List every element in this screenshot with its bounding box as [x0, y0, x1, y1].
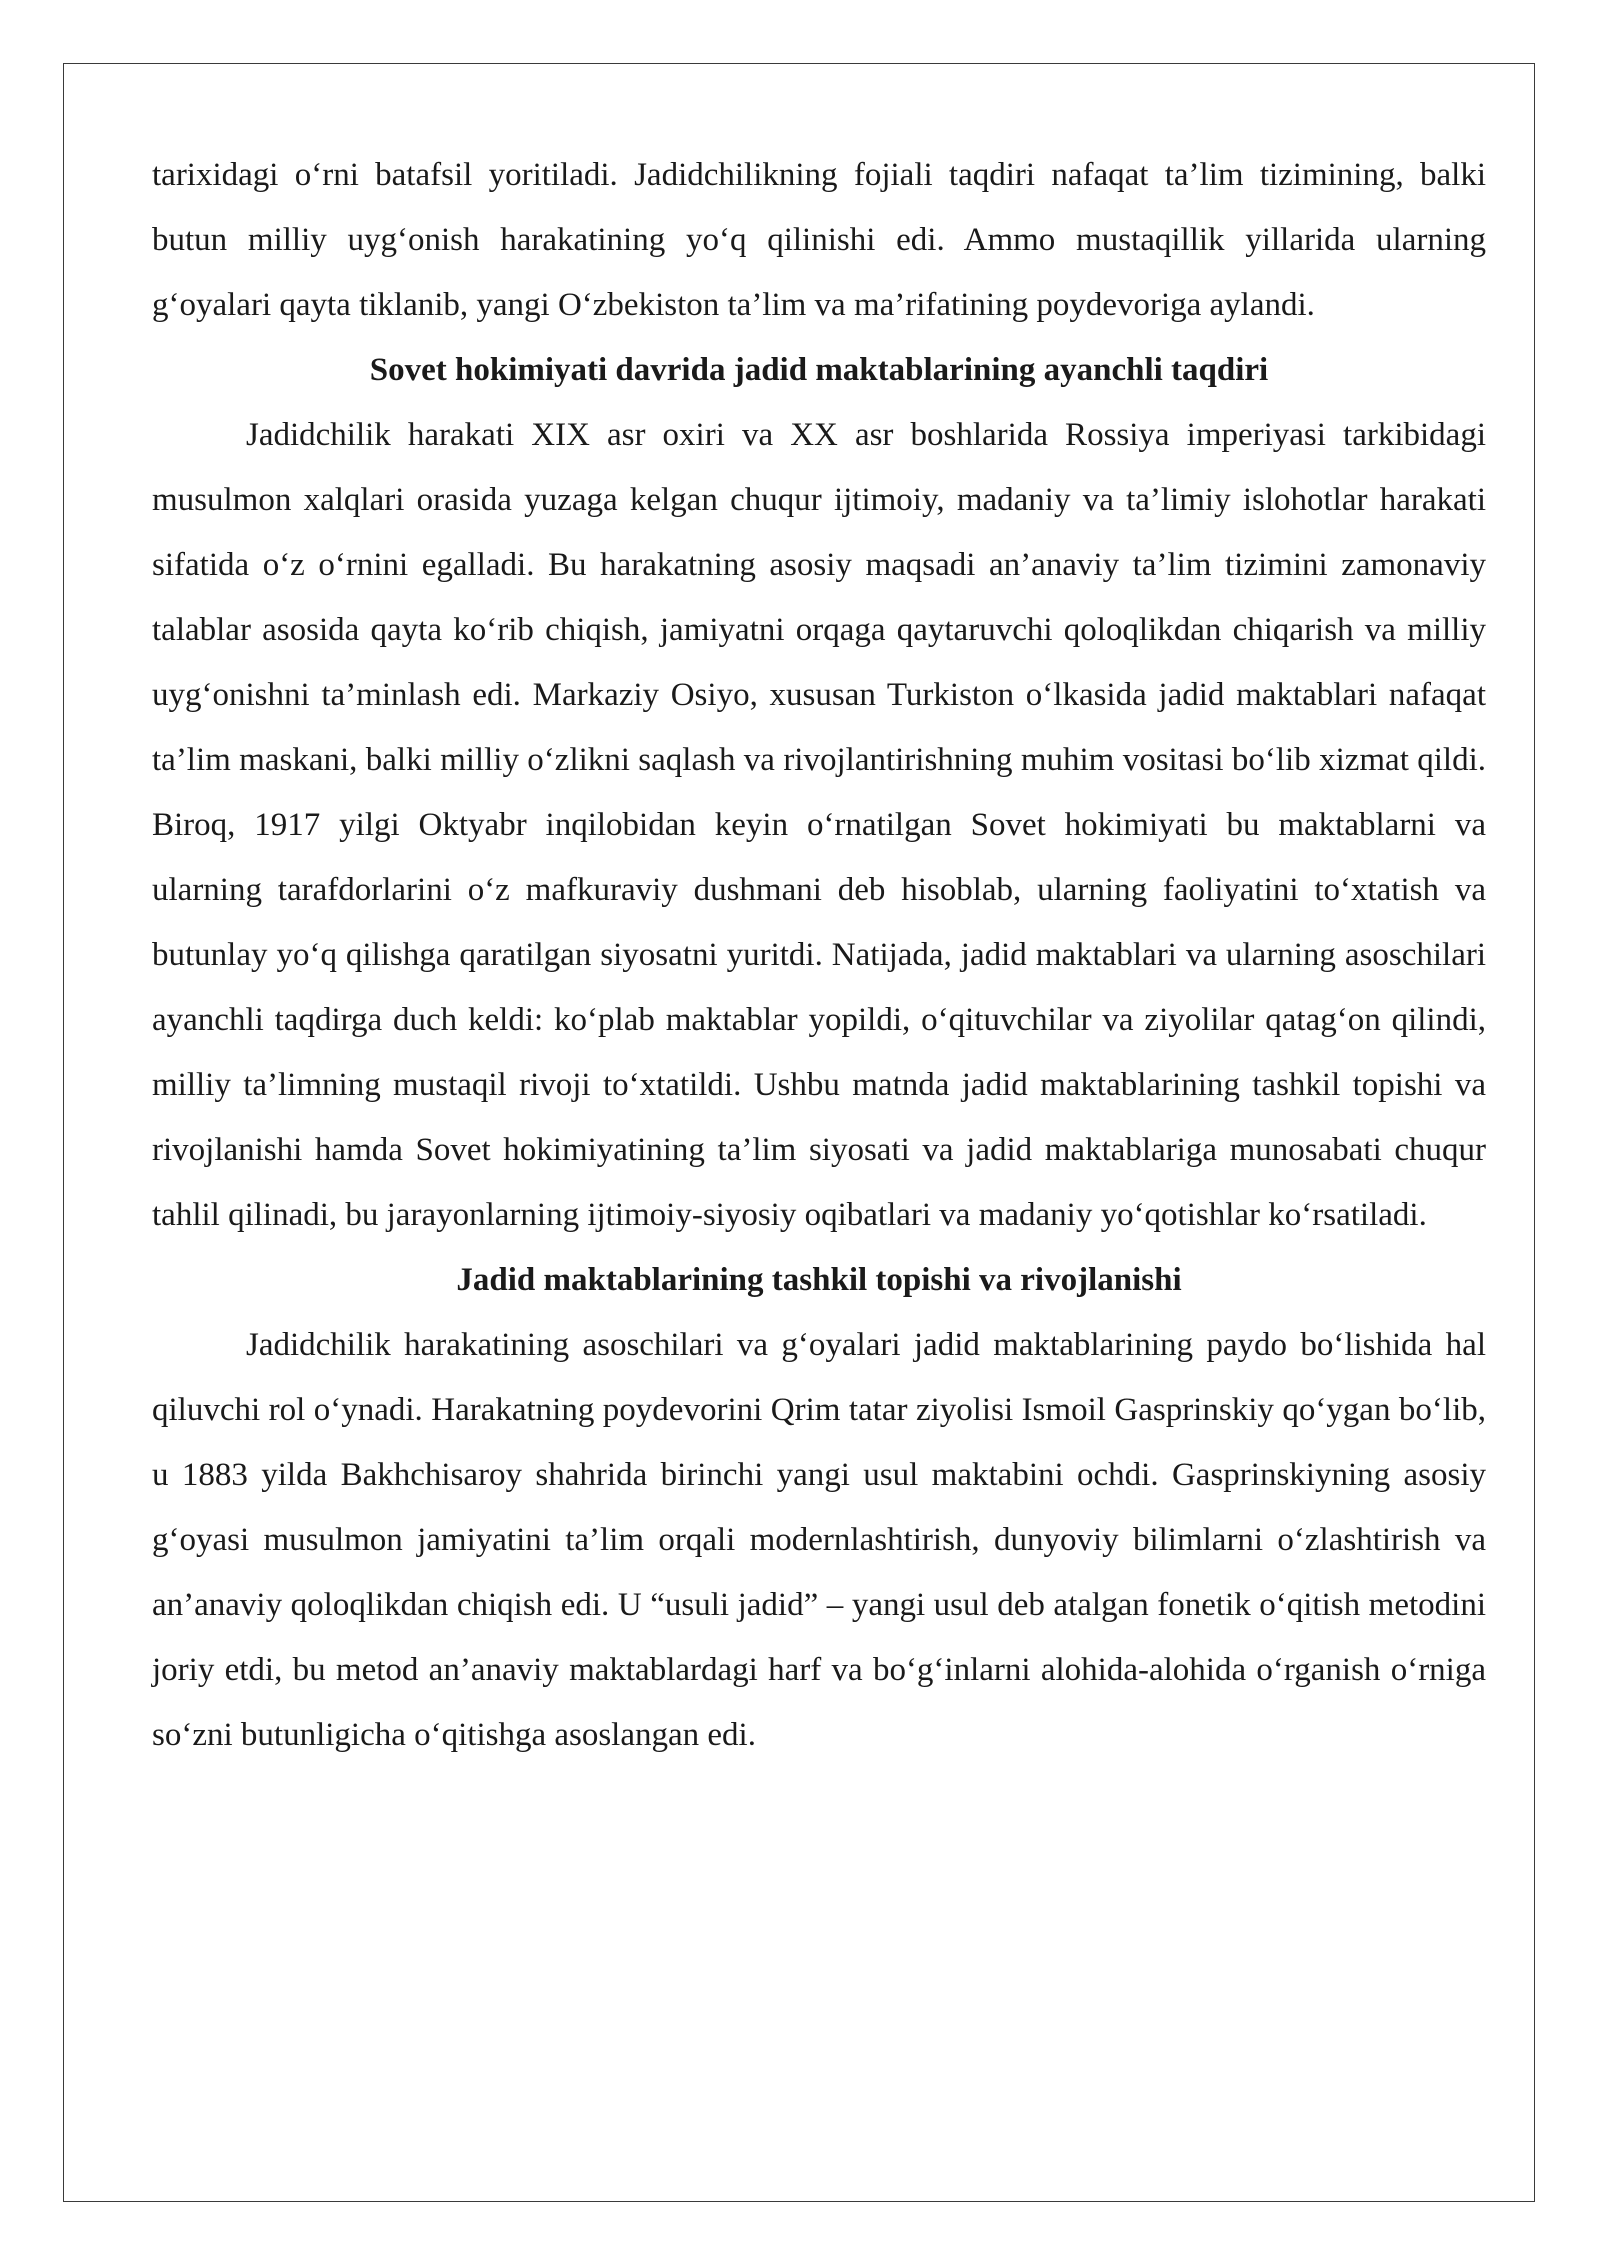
section-paragraph-founding: Jadidchilik harakatining asoschilari va g‘oyalari jadid maktablarining paydo bo‘lishida hal qiluvchi rol o‘ynadi. Harakatning poydevorini Qrim tatar ziyolisi Ismoil Gasprinskiy qo‘ygan bo‘lib, u 1883 yilda Bakhchisaroy shahrida birinchi yangi usul maktabini ochdi. Gasprinskiyning asosiy g‘oyasi musulmon jamiyatini ta’lim orqali modernlashtirish, dunyoviy bilimlarni o‘zlashtirish va an’anaviy qoloqlikdan chiqish edi. U “usuli jadid” – yangi usul deb atalgan fonetik o‘qitish metodini joriy etdi, bu metod an’anaviy maktablardagi harf va bo‘g‘inlarni alohida-alohida o‘rganish o‘rniga so‘zni butunligicha o‘qitishga asoslangan edi.	[152, 1327, 1486, 1753]
section-heading-founding: Jadid maktablarining tashkil topishi va rivojlanishi	[456, 1262, 1182, 1298]
section-paragraph-soviet-era: Jadidchilik harakati XIX asr oxiri va XX asr boshlarida Rossiya imperiyasi tarkibidagi musulmon xalqlari orasida yuzaga kelgan chuqur ijtimoiy, madaniy va ta’limiy islohotlar harakati sifatida o‘z o‘rnini egalladi. Bu harakatning asosiy maqsadi an’anaviy ta’lim tizimini zamonaviy talablar asosida qayta ko‘rib chiqish, jamiyatni orqaga qaytaruvchi qoloqlikdan chiqarish va milliy uyg‘onishni ta’minlash edi. Markaziy Osiyo, xususan Turkiston o‘lkasida jadid maktablari nafaqat ta’lim maskani, balki milliy o‘zlikni saqlash va rivojlantirishning muhim vositasi bo‘lib xizmat qildi. Biroq, 1917 yilgi Oktyabr inqilobidan keyin o‘rnatilgan Sovet hokimiyati bu maktablarni va ularning tarafdorlarini o‘z mafkuraviy dushmani deb hisoblab, ularning faoliyatini to‘xtatish va butunlay yo‘q qilishga qaratilgan siyosatni yuritdi. Natijada, jadid maktablari va ularning asoschilari ayanchli taqdirga duch keldi: ko‘plab maktablar yopildi, o‘qituvchilar va ziyolilar qatag‘on qilindi, milliy ta’limning mustaqil rivoji to‘xtatildi. Ushbu matnda jadid maktablarining tashkil topishi va rivojlanishi hamda Sovet hokimiyatining ta’lim siyosati va jadid maktablariga munosabati chuqur tahlil qilinadi, bu jarayonlarning ijtimoiy-siyosiy oqibatlari va madaniy yo‘qotishlar ko‘rsatiladi.	[152, 417, 1486, 1233]
intro-paragraph: tarixidagi o‘rni batafsil yoritiladi. Jadidchilikning fojiali taqdiri nafaqat ta’lim tizimining, balki butun milliy uyg‘onish harakatining yo‘q qilinishi edi. Ammo mustaqillik yillarida ularning g‘oyalari qayta tiklanib, yangi O‘zbekiston ta’lim va ma’rifatining poydevoriga aylandi.	[152, 157, 1486, 323]
document-body	[152, 143, 1486, 1768]
section-heading-soviet-era: Sovet hokimiyati davrida jadid maktablarining ayanchli taqdiri	[369, 352, 1269, 388]
